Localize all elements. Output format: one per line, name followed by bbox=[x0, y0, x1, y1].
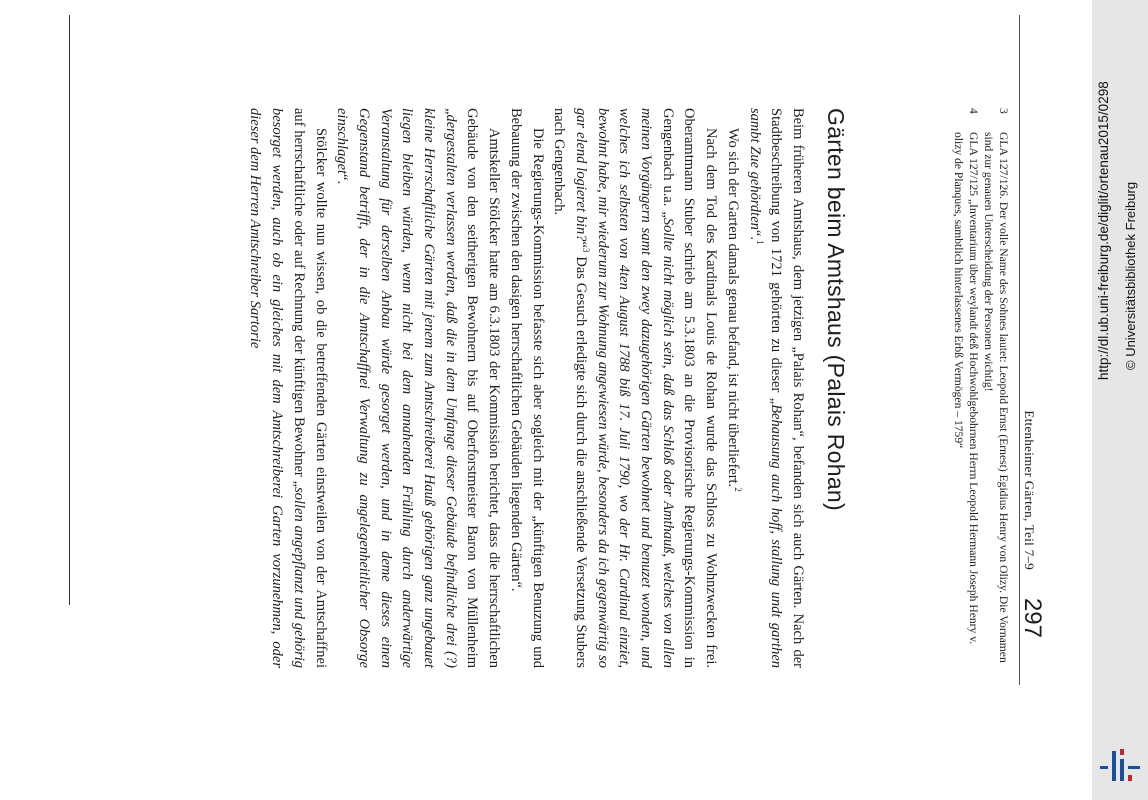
quotation: Sollte nicht möglich sein, daß das Schloß oder Amthauß, welches von allen meinen Vorgängern samt den zwey dazugehörigen Gärten bewohnet und benuzet wonden, und welches ich selbsten von 4ten August 1788 biß 17. Juli 1790, wo der Hr. Cardinal einziet, bewohnt habe, mir wiederum zur Wohnung angewiesen würde, besonders da ich gegenwärtig so gar elend logieret bin? bbox=[572, 108, 676, 668]
paragraph: Wo sich der Garten damals genau befand, ist nicht überliefert.$^2$ bbox=[724, 128, 743, 492]
section-heading: Gärten beim Amtshaus (Palais Rohan) bbox=[823, 108, 849, 511]
paragraph: Nach dem Tod des Kardinals Louis de Rohan wurde das Schloss zu Wohnzwecken frei. Oberamtmann Stuber schrieb am 5.3.1803 an die Provisorische Regierungs-Kommission in Gengenbach u.a. „Sollte nicht möglich sein, daß das Schloß oder Amthauß, welches von allen meinen Vorgängern samt den zwey dazugehörigen Gärten bewohnet und benuzet wonden, und welches ich selbsten von 4ten August 1788 biß 17. Juli 1790, wo der Hr. Cardinal einziet, bewohnt habe, mir wiederum zur Wohnung angewiesen würde, besonders da ich gegenwärtig so gar elend logieret bin?“$^3$ Das Gesuch erledigte sich durch die anschließende Versetzung Stubers nach Gengenbach. bbox=[551, 108, 720, 668]
footnote bbox=[951, 108, 981, 668]
paragraph: Beim früheren Amtshaus, dem jetzigen „Palais Rohan“, befanden sich auch Gärten. Nach der Stadtbeschreibung von 1721 gehörten zu dieser „Behausung auch hoff, stallung undt garthen sambt Zue gehördten“.$^1$ bbox=[746, 108, 806, 669]
library-logo-icon bbox=[1098, 745, 1142, 785]
paragraph: Stölcker wollte nun wissen, ob die betreffenden Gärten einstweilen von der Amtschaffnei auf herrschaftliche oder auf Rechnung der künftigen Bewohner „sollen angepflanzt und gehörig besorget werden, auch ob ein gleiches mit dem Amtschreiberei Garten vorzunehmen, oder dieser dem Herren Amtschreiber Sartorie bbox=[247, 108, 329, 668]
quotation: sollen angepflanzt und gehörig besorget werden, auch ob ein gleiches mit dem Amtschreiberei Garten vorzunehmen, oder dieser dem Herren Amtschreiber Sartorie bbox=[247, 108, 307, 668]
footnote-text: GLA 127/125 „Inventarium über weylandt deß Hochwohlgebohrnen Herrn Leopold Hermann Joseph Henry v. olizy de Planques, sambtlich hinterlassenes Erbß Vermögen – 1759“ bbox=[952, 132, 980, 645]
permalink-link[interactable]: http://dl.ub.uni-freiburg.de/diglit/ortenau2015/0298 bbox=[1096, 81, 1111, 380]
page-number: 297 bbox=[1019, 597, 1046, 638]
quotation: Behausung auch hoff, stallung undt garthen sambt Zue gehördten bbox=[746, 108, 785, 669]
rotated-page bbox=[60, 0, 1060, 695]
header-rule bbox=[1019, 15, 1020, 685]
footnotes bbox=[951, 108, 1011, 668]
running-header: Ettenheimer Gärten, Teil 7–9 bbox=[1022, 410, 1037, 570]
copyright-notice: © Universitätsbibliothek Freiburg bbox=[1123, 181, 1138, 370]
footnote-text: GLA 127/126. Der volle Name des Sohnes lautet: Leopold Ernst (Ernest) Egidius Henry von Olizy. Die Vornamen sind zur genauen Unterscheidung der Personen wichtig! bbox=[982, 132, 1010, 663]
page-bottom-rule bbox=[69, 15, 70, 605]
sidebar-text bbox=[1092, 0, 1148, 800]
footnote-ref: 2 bbox=[732, 487, 743, 492]
footnote-ref: 3 bbox=[580, 247, 591, 253]
paragraph: Die Regierungs-Kommission befasste sich aber sogleich mit der „künftigen Benuzung und Bebauung der zwischen den dasigen herrschaftlichen Gebäuden liegenden Gärten“. bbox=[507, 108, 546, 668]
viewer-sidebar bbox=[1092, 0, 1148, 800]
footnote bbox=[981, 108, 1011, 668]
quotation: dergestalten verlassen werden, daß die in dem Umfange dieser Gebäude befindliche drei (?) kleine Herrschaftliche Gärten mit jenem zum Amtschreiberei Hauß gehörigen ganz ungebauet liegen bleiben würden, wenn nicht bei dem annahenden Frühling durch anderwärtige Veranstaltung für derselben Anbau würde gesorget werden, und in deme dieses einen Gegenstand betrifft, der in die Amtschaffnei Verwaltung zu angelegenheitlicher Obsorge einschlaget bbox=[334, 108, 459, 668]
body-text bbox=[244, 108, 808, 668]
footnote-number: 4 bbox=[967, 108, 980, 114]
paragraph: Amtskeller Stölcker hatte am 6.3.1803 der Kommission berichtet, dass die herrschaftlichen Gebäude von den seitherigen Bewohnern bis auf Oberforstmeister Baron von Müllenheim „dergestalten verlassen werden, daß die in dem Umfange dieser Gebäude befindliche drei (?) kleine Herrschaftliche Gärten mit jenem zum Amtschreiberei Hauß gehörigen ganz ungebauet liegen bleiben würden, wenn nicht bei dem annahenden Frühling durch anderwärtige Veranstaltung für derselben Anbau würde gesorget werden, und in deme dieses einen Gegenstand betrifft, der in die Amtschaffnei Verwaltung zu angelegenheitlicher Obsorge einschlaget“. bbox=[334, 108, 503, 668]
footnote-ref: 1 bbox=[754, 239, 765, 245]
footnote-number: 3 bbox=[997, 108, 1010, 114]
